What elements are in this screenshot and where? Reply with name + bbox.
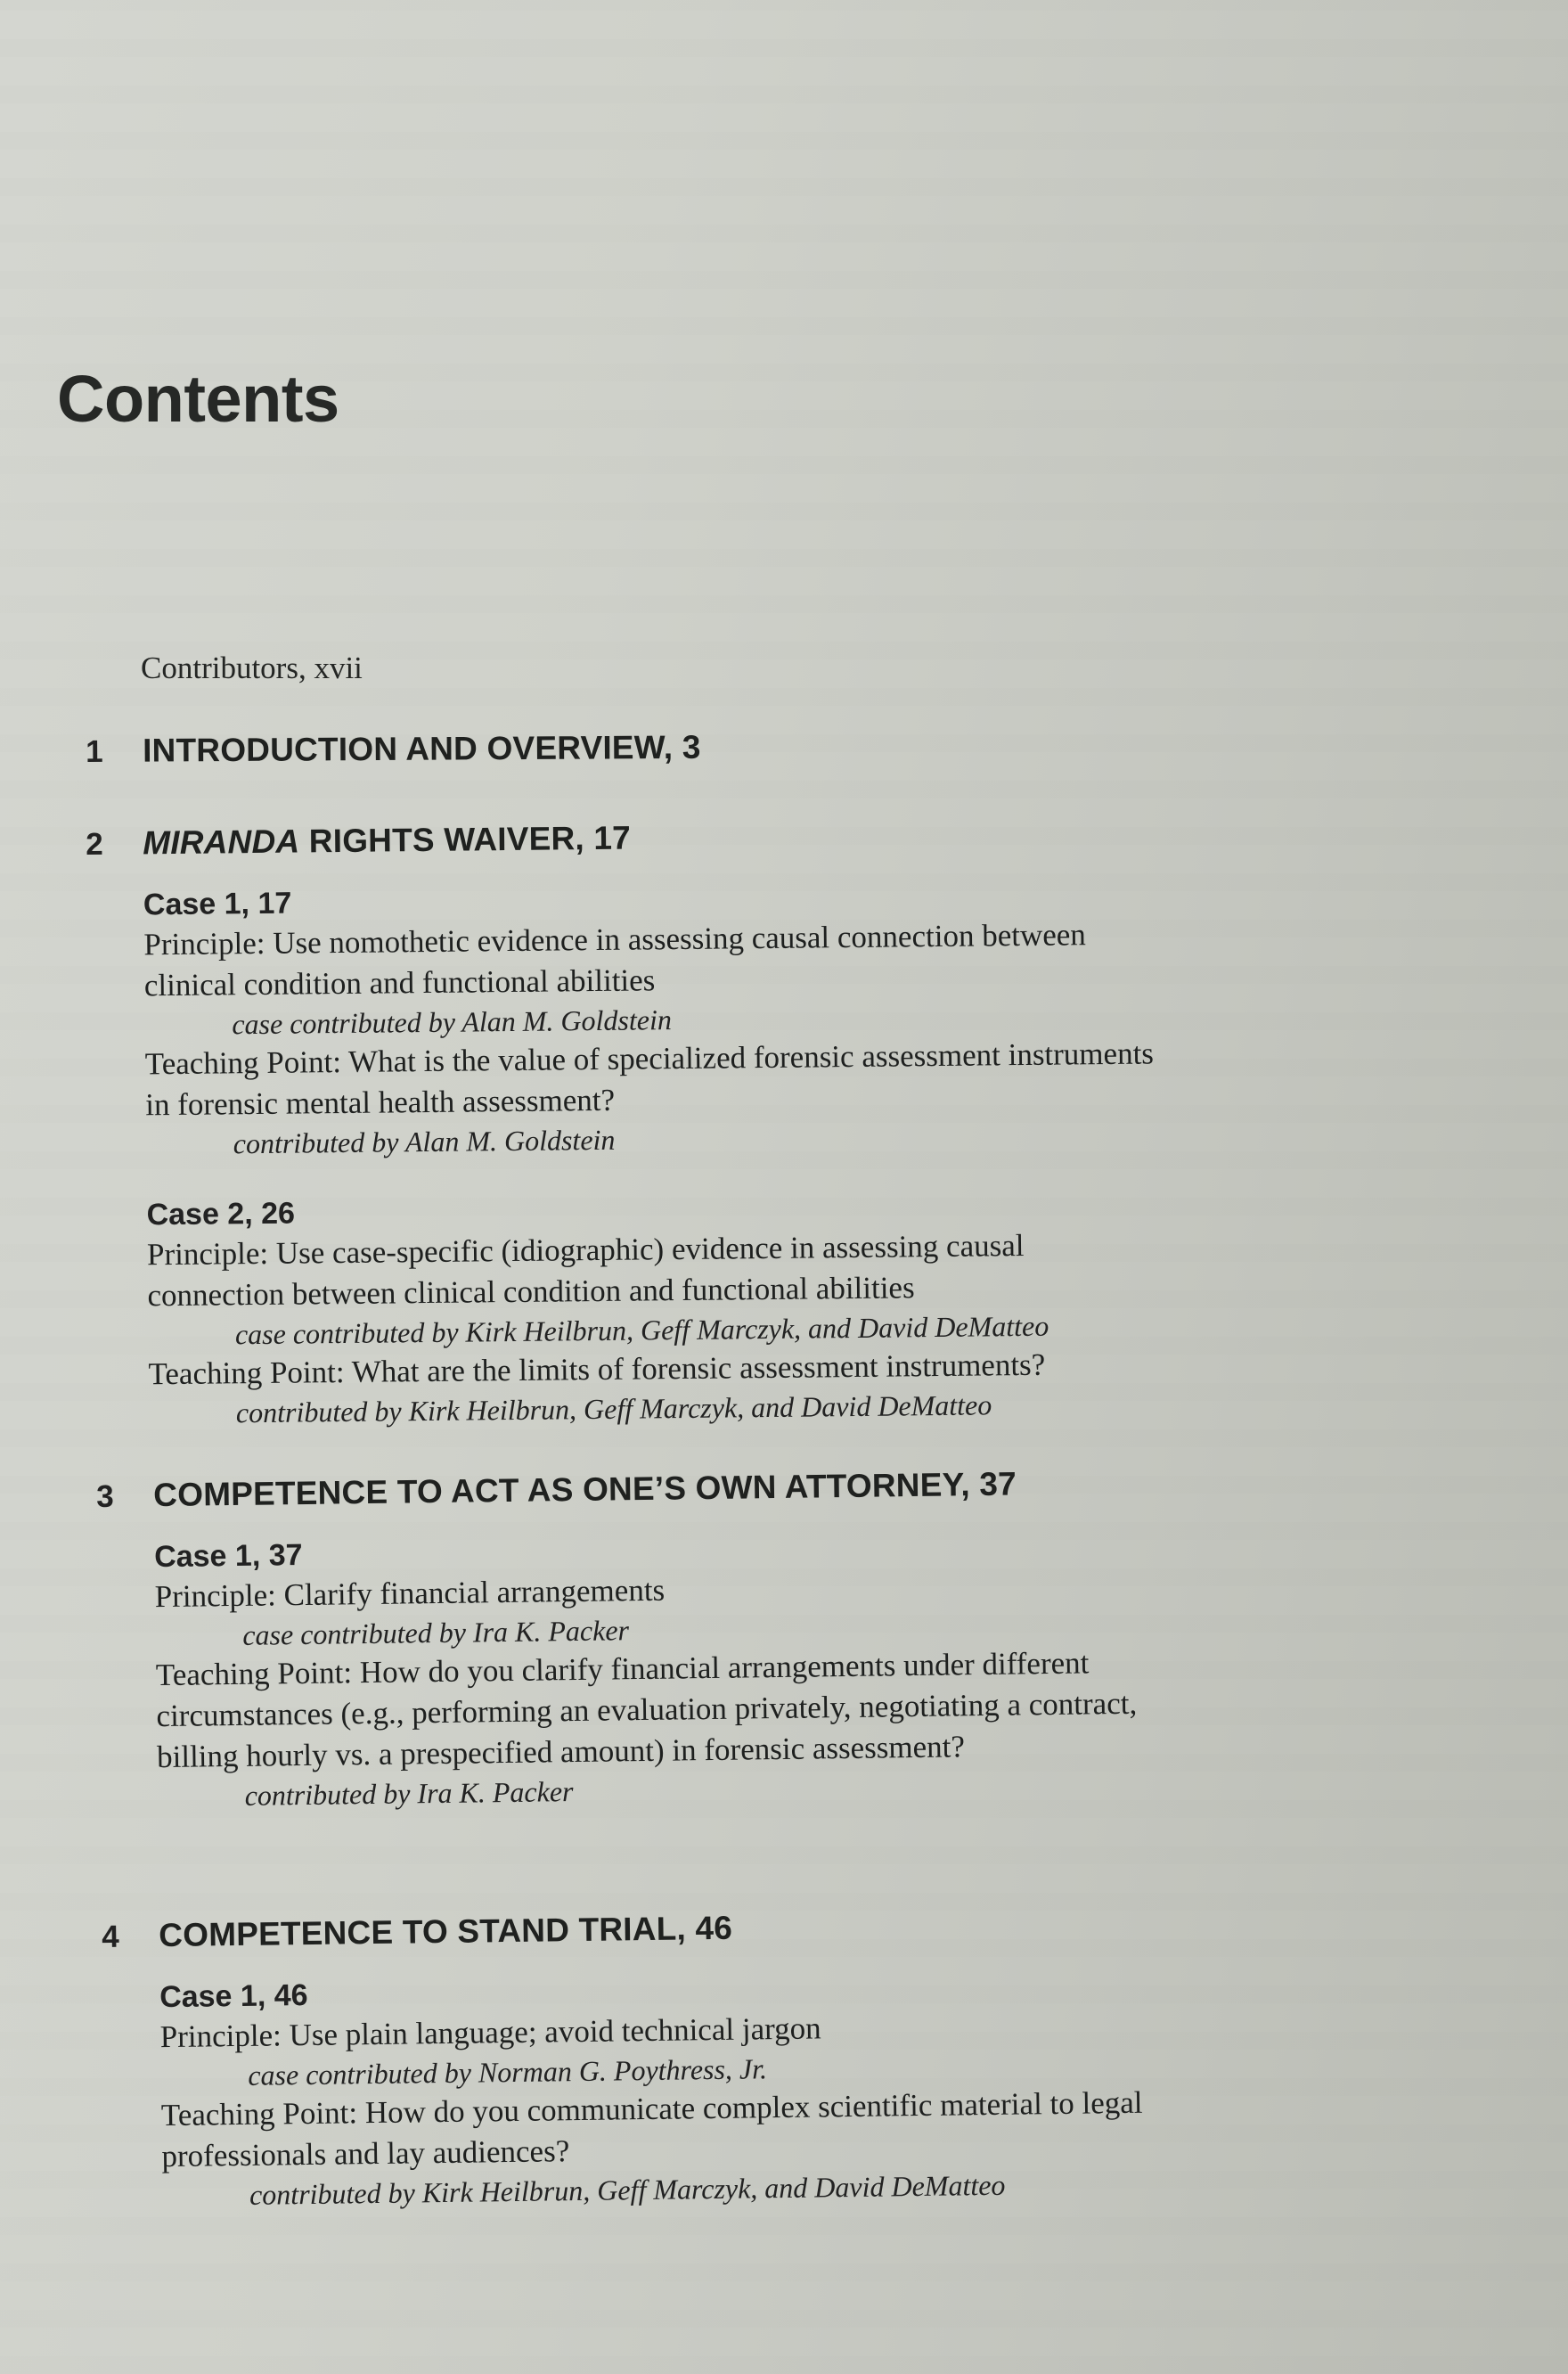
chapter-number: 3 [96,1478,115,1514]
case-heading: Case 1, 17 [143,886,292,922]
chapter-heading [102,1903,1228,1955]
chapter-heading [86,814,1167,863]
chapter-heading [86,729,701,770]
case-principle-credit: case contributed by Kirk Heilbrun, Geff Marczyk, and David DeMatteo [234,1309,1049,1351]
case-teaching-credit: contributed by Ira K. Packer [244,1775,574,1812]
case-principle: Principle: Use case-specific (idiographic) evidence in assessing causal connection between clinical condition and functional abilities [146,1227,1025,1314]
case-heading: Case 2, 26 [146,1196,296,1232]
case-principle: Principle: Use plain language; avoid technical jargon [159,2010,821,2055]
case-teaching-point: Teaching Point: What is the value of specialized forensic assessment instruments in forensic mental health assessment? [144,1036,1155,1123]
case-entry [143,874,1171,1163]
chapter-1 [86,729,701,770]
case-principle-credit: case contributed by Norman G. Poythress, Jr. [248,2052,768,2092]
chapter-title-text: RIGHTS WAIVER, 17 [299,819,632,860]
case-teaching-credit: contributed by Alan M. Goldstein [233,1123,616,1160]
chapter-2 [86,814,1173,1433]
toc-entry-contributors: Contributors, xvii [141,651,363,685]
case-teaching-credit: contributed by Kirk Heilbrun, Geff Marczyk, and David DeMatteo [235,1388,992,1429]
chapter-title-text: INTRODUCTION AND OVERVIEW, 3 [142,728,701,769]
case-entry [159,1963,1231,2214]
case-principle: Principle: Clarify financial arrangements [154,1572,666,1615]
case-principle-credit: case contributed by Ira K. Packer [242,1614,630,1651]
case-teaching-credit: contributed by Kirk Heilbrun, Geff Marczyk, and David DeMatteo [249,2168,1006,2211]
case-heading: Case 1, 46 [159,1977,308,2015]
chapter-number: 4 [102,1919,120,1954]
chapter-title [143,820,631,863]
chapter-title-text: COMPETENCE TO ACT AS ONE’S OWN ATTORNEY, 37 [152,1465,1017,1514]
chapter-heading [96,1463,1160,1515]
chapter-number: 1 [86,733,103,769]
chapter-title-italic: MIRANDA [142,823,300,862]
case-teaching-point: Teaching Point: How do you communicate complex scientific material to legal professionals and lay audiences? [160,2084,1143,2174]
case-teaching-point: Teaching Point: What are the limits of forensic assessment instruments? [148,1347,1046,1392]
chapter-3 [96,1463,1164,1816]
case-heading: Case 1, 37 [153,1537,303,1575]
chapter-title [143,729,701,770]
case-principle: Principle: Use nomothetic evidence in assessing causal connection between clinical condition and functional abilities [143,917,1087,1003]
chapter-title [153,1465,1017,1514]
case-entry [154,1524,1164,1815]
case-entry [146,1184,1173,1432]
chapter-number: 2 [86,826,103,862]
case-teaching-point: Teaching Point: How do you clarify financial arrangements under different circumstances (e.g., performing an evaluation privately, negotiating a contract, billing hourly vs. a prespecified amount) in forensic assessment? [155,1645,1138,1775]
chapter-4 [102,1903,1231,2215]
chapter-title-text: COMPETENCE TO STAND TRIAL, 46 [158,1909,733,1954]
case-principle-credit: case contributed by Alan M. Goldstein [232,1003,673,1041]
page-title: Contents [57,362,339,436]
chapter-title [159,1910,732,1954]
